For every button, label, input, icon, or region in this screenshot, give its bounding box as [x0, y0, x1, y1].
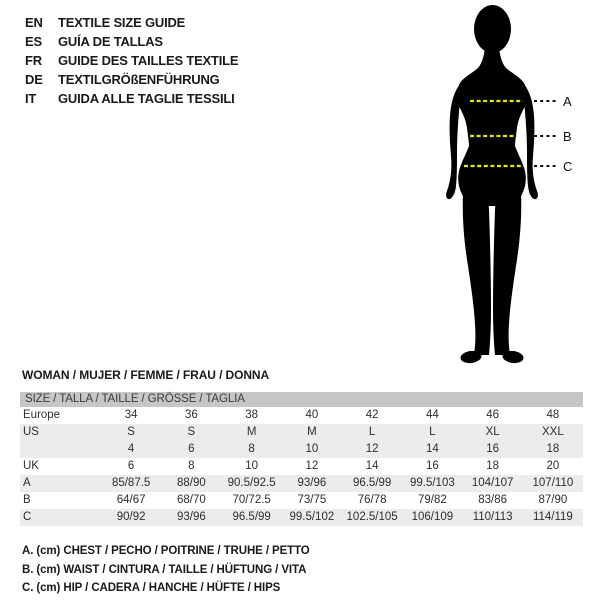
lang-code: ES — [25, 34, 42, 49]
cell: 38 — [245, 409, 259, 421]
table-row-europe — [20, 407, 583, 424]
cell: 96.5/99 — [232, 511, 271, 523]
cell: 106/109 — [411, 511, 454, 523]
cell: 79/82 — [417, 494, 447, 506]
woman-silhouette-icon — [415, 0, 600, 372]
measurement-legend — [22, 542, 310, 598]
cell: 90.5/92.5 — [227, 477, 276, 489]
cell: 76/78 — [357, 494, 387, 506]
legend-chest: A. (cm) CHEST / PECHO / POITRINE / TRUHE / PETTO — [22, 545, 310, 557]
cell: 96.5/99 — [352, 477, 392, 489]
lang-row-fr — [25, 51, 238, 70]
cell: L — [429, 426, 436, 438]
row-label: A — [23, 477, 31, 489]
cell: M — [307, 426, 317, 438]
section-title: WOMAN / MUJER / FEMME / FRAU / DONNA — [22, 368, 270, 382]
cell: 4 — [127, 443, 135, 455]
size-table — [20, 392, 583, 526]
table-row-us-numeric — [20, 441, 583, 458]
lang-title: GUIDE DES TAILLES TEXTILE — [58, 53, 239, 68]
marker-label-a: A — [563, 94, 572, 109]
cell: 99.5/102 — [289, 511, 335, 523]
language-title-list — [25, 13, 238, 108]
cell: 10 — [305, 443, 319, 455]
cell: 10 — [245, 460, 259, 472]
cell: 104/107 — [471, 477, 514, 489]
lang-row-de — [25, 70, 238, 89]
row-label — [20, 441, 101, 458]
cell: 83/86 — [478, 494, 508, 506]
cell: 110/113 — [472, 511, 513, 523]
cell: 88/90 — [176, 477, 206, 489]
lang-code: FR — [25, 53, 42, 68]
cell: 8 — [248, 443, 255, 455]
cell: 20 — [546, 460, 560, 472]
table-header: SIZE / TALLA / TAILLE / GRÖSSE / TAGLIA — [20, 392, 583, 407]
cell: XXL — [542, 426, 564, 438]
cell: 14 — [365, 460, 379, 472]
cell: 42 — [365, 409, 379, 421]
cell: 93/96 — [297, 477, 327, 489]
cell: 40 — [305, 409, 319, 421]
cell: 44 — [425, 409, 439, 421]
lang-row-en — [25, 13, 238, 32]
row-label: B — [23, 494, 31, 506]
cell: 8 — [188, 460, 195, 472]
cell: S — [187, 426, 196, 438]
cell: 34 — [124, 409, 138, 421]
cell: 107/110 — [532, 477, 574, 489]
row-label: US — [23, 426, 39, 438]
cell: 18 — [546, 443, 560, 455]
lang-code: EN — [25, 15, 43, 30]
lang-title: GUÍA DE TALLAS — [58, 34, 163, 49]
cell: 93/96 — [176, 511, 206, 523]
lang-code: IT — [25, 91, 37, 106]
marker-label-c: C — [563, 159, 573, 174]
table-row-us-letter — [20, 424, 583, 441]
cell: 16 — [486, 443, 500, 455]
cell: 85/87.5 — [111, 477, 151, 489]
legend-waist: B. (cm) WAIST / CINTURA / TAILLE / HÜFTUNG / VITA — [22, 563, 307, 576]
cell: 6 — [188, 443, 195, 455]
cell: 36 — [184, 409, 198, 421]
cell: 70/72.5 — [232, 494, 271, 506]
row-label: C — [23, 511, 32, 523]
table-row-chest — [20, 475, 583, 492]
cell: S — [127, 426, 135, 438]
cell: L — [368, 426, 376, 438]
table-row-hip — [20, 509, 583, 526]
lang-title: GUIDA ALLE TAGLIE TESSILI — [58, 91, 235, 106]
lang-title: TEXTILGRÖßENFÜHRUNG — [58, 72, 220, 87]
measurement-figure — [415, 0, 600, 372]
cell: 73/75 — [297, 494, 327, 506]
cell: 90/92 — [116, 511, 146, 523]
lang-code: DE — [25, 72, 43, 87]
cell: 46 — [486, 409, 500, 421]
cell: M — [246, 426, 257, 438]
cell: 48 — [546, 409, 560, 421]
cell: 12 — [365, 443, 379, 455]
cell: 68/70 — [176, 494, 206, 506]
lang-title: TEXTILE SIZE GUIDE — [58, 15, 186, 30]
cell: 16 — [425, 460, 439, 472]
table-row-uk — [20, 458, 583, 475]
lang-row-es — [25, 32, 238, 51]
legend-hip: C. (cm) HIP / CADERA / HANCHE / HÜFTE / HIPS — [22, 582, 281, 594]
cell: 87/90 — [538, 494, 568, 506]
cell: 64/67 — [116, 494, 146, 506]
cell: 102.5/105 — [346, 511, 398, 523]
cell: 99.5/103 — [409, 477, 455, 489]
lang-row-it — [25, 89, 238, 108]
cell: 6 — [127, 460, 135, 472]
cell: XL — [485, 426, 500, 438]
cell: 14 — [425, 443, 439, 455]
cell: 114/119 — [532, 511, 573, 523]
row-label: Europe — [23, 409, 61, 421]
cell: 18 — [486, 460, 500, 472]
cell: 12 — [305, 460, 319, 472]
row-label: UK — [23, 460, 39, 472]
marker-label-b: B — [563, 129, 572, 144]
table-row-waist — [20, 492, 583, 509]
